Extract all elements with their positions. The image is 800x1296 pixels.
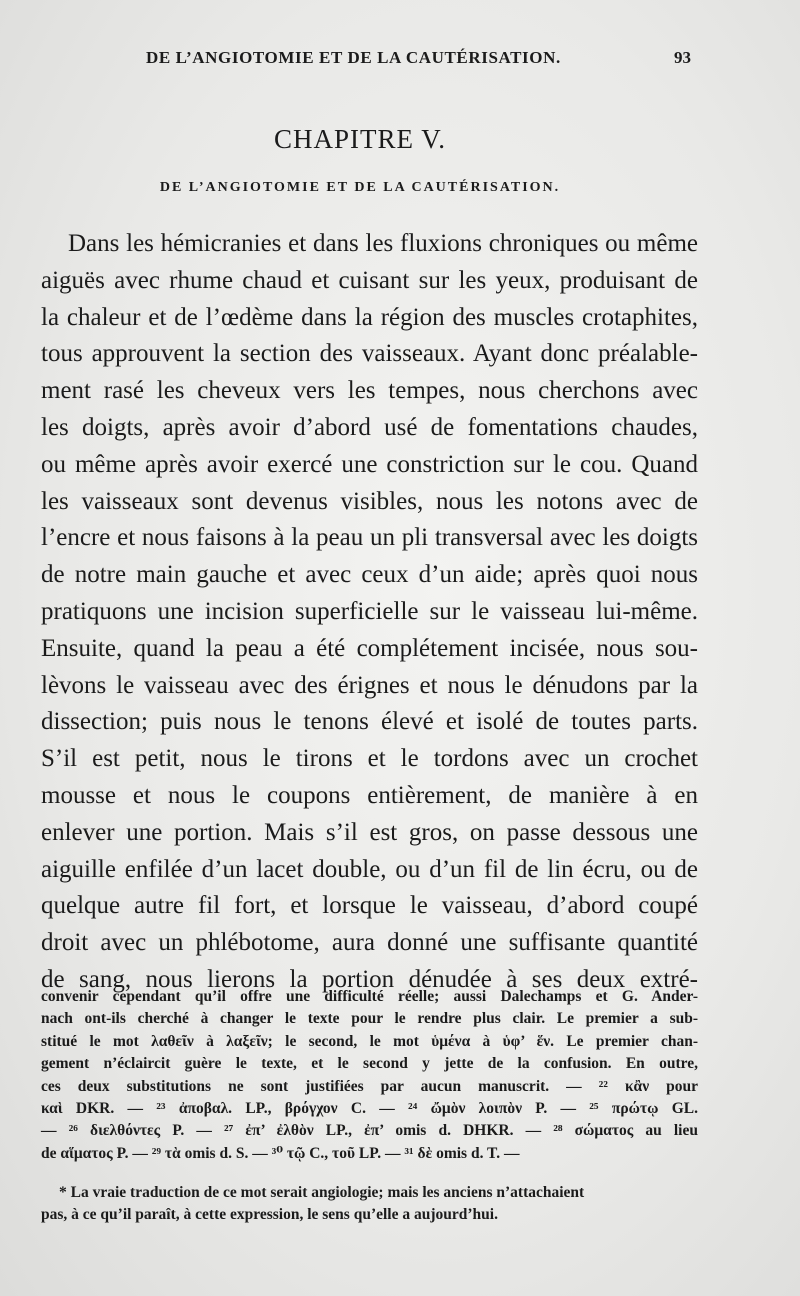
body-line: ment rasé les cheveux vers les tempes, nous cherchons avec [41, 377, 698, 405]
chapter-title: CHAPITRE V. [273, 124, 447, 154]
body-line: droit avec un phlébotome, aura donné une suffisante quantité [41, 929, 698, 957]
page-number: 93 [674, 48, 691, 67]
running-title: DE L’ANGIOTOMIE ET DE LA CAUTÉRISATION. [146, 48, 561, 67]
note-line: nach ont-ils cherché à changer le texte pour le rendre plus clair. Le premier a sub- [41, 1010, 698, 1028]
body-line: Ensuite, quand la peau a été complétement incisée, nous sou- [41, 634, 698, 662]
body-line: enlever une portion. Mais s’il est gros, on passe dessous une [41, 818, 698, 846]
note-line: convenir cependant qu’il offre une difficulté réelle; aussi Dalechamps et G. Ander- [41, 988, 698, 1005]
note-line: de αἵματος P. — ²⁹ τὰ omis d. S. — ³⁰ τῷ C., τοῦ LP. — ³¹ δὲ omis d. T. — [41, 1144, 520, 1162]
body-line: les vaisseaux sont devenus visibles, nous les notons avec de [41, 487, 698, 515]
note-line: καὶ DKR. — ²³ ἀποβαλ. LP., βρόγχον C. — ²⁴ ὤμὸν λοιπὸν P. — ²⁵ πρώτῳ GL. [41, 1099, 698, 1117]
body-line: la chaleur et de l’œdème dans la région des muscles crotaphites, [41, 303, 698, 331]
body-line: tous approuvent la section des vaisseaux. Ayant donc préalable- [41, 340, 698, 368]
footnote-line: * La vraie traduction de ce mot serait angiologie; mais les anciens n’attachaient [59, 1184, 585, 1201]
body-line: lèvons le vaisseau avec des érignes et nous le dénudons par la [41, 671, 698, 699]
body-line: Dans les hémicranies et dans les fluxions chroniques ou même [68, 230, 698, 257]
footnote-line: pas, à ce qu’il paraît, à cette expression, le sens qu’elle a aujourd’hui. [41, 1206, 498, 1224]
note-line: ces deux substitutions ne sont justifiées par aucun manuscrit. — ²² κἂν pour [41, 1077, 698, 1095]
body-line: mousse et nous le coupons entièrement, de manière à en [41, 781, 698, 809]
running-head [0, 48, 800, 72]
footnote [41, 1182, 698, 1227]
note-line: stitué le mot λαθεῖν à λαξεῖν; le second, le mot ὑμένα à ὑφ’ ἕν. Le premier chan- [41, 1032, 698, 1050]
body-line: pratiquons une incision superficielle sur le vaisseau lui-même. [41, 597, 698, 625]
body-line: aiguille enfilée d’un lacet double, ou d’un fil de lin écru, ou de [41, 855, 698, 883]
body-line: les doigts, après avoir d’abord usé de fomentations chaudes, [41, 413, 698, 441]
body-line: ou même après avoir exercé une constriction sur le cou. Quand [41, 450, 698, 478]
body-line: de sang, nous lierons la portion dénudée à ses deux extré- [41, 965, 698, 993]
body-line: S’il est petit, nous le tirons et le tordons avec un crochet [41, 745, 698, 773]
textual-notes [41, 986, 698, 1165]
chapter-subtitle: DE L’ANGIOTOMIE ET DE LA CAUTÉRISATION. [159, 180, 561, 195]
body-text [41, 226, 698, 999]
note-line: gement n’éclaircit guère le texte, et le second y jette de la confusion. En outre, [41, 1055, 698, 1073]
body-line: l’encre et nous faisons à la peau un pli transversal avec les doigts [41, 524, 698, 552]
body-line: aiguës avec rhume chaud et cuisant sur les yeux, produisant de [41, 266, 698, 294]
body-line: dissection; puis nous le tenons élevé et isolé de toutes parts. [41, 708, 698, 736]
body-line: de notre main gauche et avec ceux d’un aide; après quoi nous [41, 561, 698, 589]
note-line: — ²⁶ διελθόντες P. — ²⁷ ἐπ’ ἐλθὸν LP., ἐπ’ omis d. DHKR. — ²⁸ σώματος au lieu [41, 1122, 698, 1140]
body-line: quelque autre fil fort, et lorsque le vaisseau, d’abord coupé [41, 892, 698, 920]
